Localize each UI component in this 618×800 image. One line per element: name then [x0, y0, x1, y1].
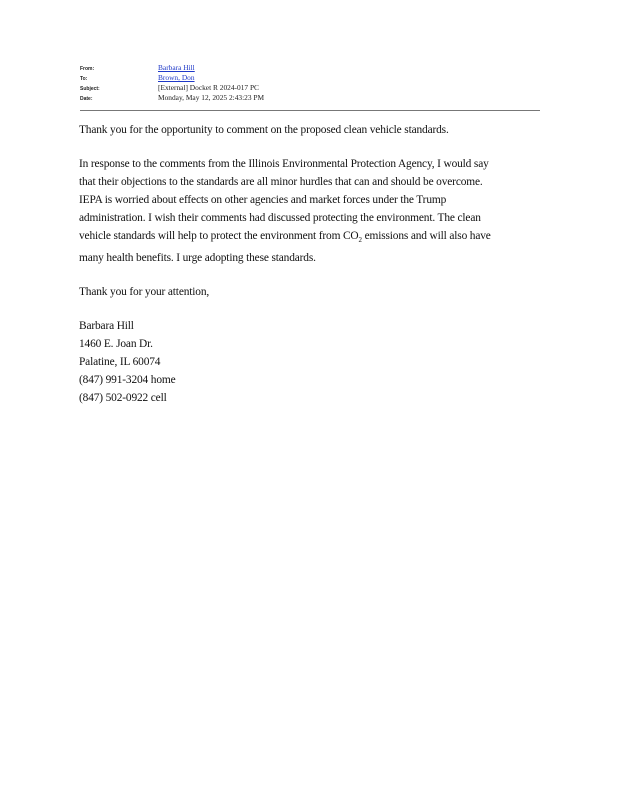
signature-phone-cell: (847) 502-0922 cell [79, 392, 167, 404]
to-label: To: [80, 76, 88, 82]
header-divider [80, 110, 540, 111]
signature-street: 1460 E. Joan Dr. [79, 338, 153, 350]
signature-name: Barbara Hill [79, 320, 134, 332]
subject-row [80, 83, 540, 93]
subject-value: [External] Docket R 2024-017 PC [158, 83, 259, 92]
subscript-two: 2 [358, 236, 362, 244]
subject-label: Subject: [80, 86, 100, 92]
body-text: emissions and will also have [361, 230, 491, 242]
from-link[interactable]: Barbara Hill [158, 63, 195, 72]
opening-paragraph [79, 121, 549, 139]
body-line: administration. I wish their comments had discussed protecting the environment. The clean [79, 212, 481, 224]
body-line: In response to the comments from the Illinois Environmental Protection Agency, I would say [79, 158, 489, 170]
email-body [79, 121, 549, 407]
signature-phone-home: (847) 991-3204 home [79, 374, 176, 386]
from-label: From: [80, 66, 95, 72]
date-value: Monday, May 12, 2025 2:43:23 PM [158, 93, 265, 102]
body-line: Thank you for the opportunity to comment on the proposed clean vehicle standards. [79, 124, 449, 136]
main-paragraph [79, 155, 549, 267]
body-text: vehicle standards will help to protect the environment from CO [79, 230, 359, 242]
signature-block [79, 317, 549, 407]
body-line: many health benefits. I urge adopting these standards. [79, 252, 316, 264]
body-line: IEPA is worried about effects on other agencies and market forces under the Trump [79, 194, 447, 206]
email-header [80, 63, 540, 103]
to-link[interactable]: Brown, Don [158, 73, 195, 82]
closing-paragraph [79, 283, 549, 301]
date-row [80, 93, 540, 103]
closing-line: Thank you for your attention, [79, 286, 210, 298]
body-line-co2 [79, 227, 549, 249]
signature-city: Palatine, IL 60074 [79, 356, 161, 368]
body-line: that their objections to the standards are all minor hurdles that can and should be overcome. [79, 176, 483, 188]
date-label: Date: [80, 96, 93, 102]
to-row [80, 73, 540, 83]
from-row [80, 63, 540, 73]
